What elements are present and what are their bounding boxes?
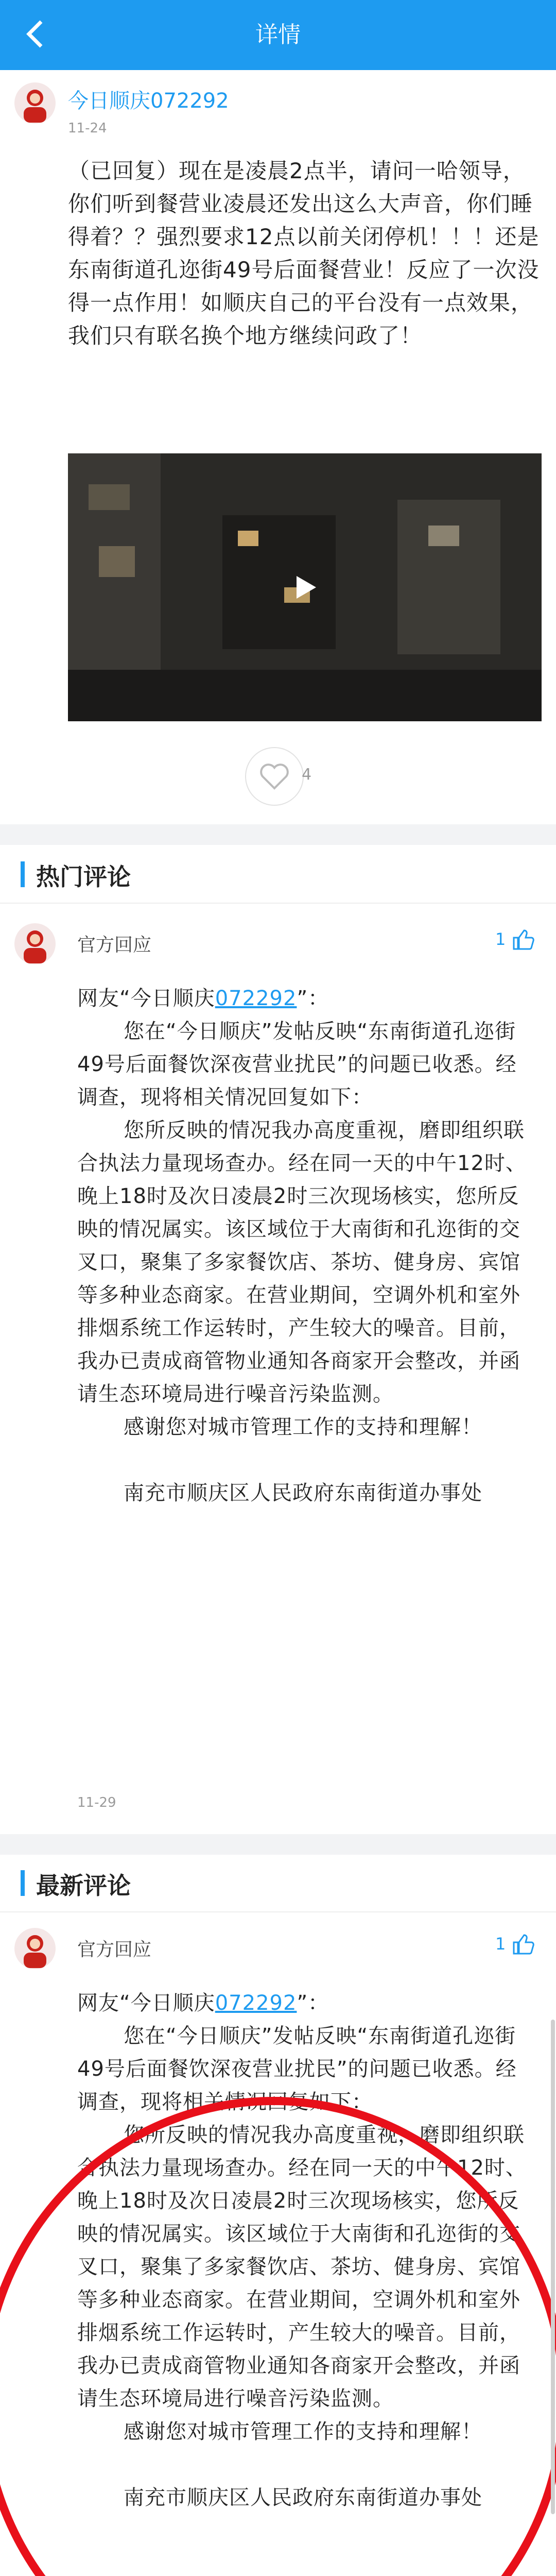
author-avatar[interactable] — [14, 82, 56, 124]
section-marker — [21, 1870, 25, 1896]
latest-comments-title: 最新评论 — [36, 1872, 131, 1900]
reply-paragraph: 您所反映的情况我办高度重视，磨即组织联合执法力量现场查办。经在同一天的中午12时、晚上18时及次日凌晨2时三次现场核实，您所反映的情况属实。该区域位于大南街和孔迩街的交叉口，聚集了多家餐饮店、茶坊、健身房、宾馆等多种业态商家。在营业期间，空调外机和室外排烟系统工作运转时，产生较大的噪音。目前，我办已责成商管物业通知各商家开会整改，并函请生态环境局进行噪音污染监测。 — [77, 1118, 527, 1406]
thumbs-up-icon[interactable] — [510, 1931, 535, 1957]
greeting-prefix: 网友“今日顺庆 — [77, 1991, 215, 2015]
hot-comments-title: 热门评论 — [36, 863, 131, 891]
divider — [0, 1911, 556, 1912]
section-marker — [21, 861, 25, 887]
like-count: 4 — [302, 766, 312, 784]
post-video[interactable] — [68, 453, 542, 721]
greeting-suffix: ”： — [297, 987, 329, 1010]
reply-signature: 南充市顺庆区人民政府东南街道办事处 — [124, 2486, 482, 2510]
post-text: （已回复）现在是凌晨2点半，请问一哈领导，你们听到餐营业凌晨还发出这么大声音，你们睡得着？？强烈要求12点以前关闭停机！！！还是东南街道孔迩街49号后面餐营业！反应了一次没得一点作用！如顺庆自己的平台没有一点效果，我们只有联名换个地方继续问政了！ — [68, 158, 540, 348]
divider — [0, 903, 556, 904]
play-icon[interactable] — [288, 571, 321, 604]
official-avatar — [14, 1928, 56, 1969]
post-date: 11-24 — [68, 121, 107, 136]
reply-date: 11-29 — [77, 1795, 116, 1810]
divider — [0, 824, 556, 845]
greeting-suffix: ”： — [297, 1991, 329, 2015]
official-name: 官方回应 — [77, 1939, 152, 1960]
reply-signature: 南充市顺庆区人民政府东南街道办事处 — [124, 1481, 482, 1505]
official-reply-body — [77, 982, 530, 1510]
heart-icon — [246, 748, 303, 805]
reply-paragraph: 您所反映的情况我办高度重视，磨即组织联合执法力量现场查办。经在同一天的中午12时、晚上18时及次日凌晨2时三次现场核实，您所反映的情况属实。该区域位于大南街和孔迩街的交叉口，聚集了多家餐饮店、茶坊、健身房、宾馆等多种业态商家。在营业期间，空调外机和室外排烟系统工作运转时，产生较大的噪音。目前，我办已责成商管物业通知各商家开会整改，并函请生态环境局进行噪音污染监测。 — [77, 2123, 527, 2411]
comment-like-count: 1 — [495, 1934, 506, 1954]
official-avatar — [14, 923, 56, 964]
thumbs-up-icon[interactable] — [510, 926, 535, 952]
official-name: 官方回应 — [77, 935, 152, 956]
scrollbar[interactable] — [551, 2020, 555, 2514]
reply-paragraph: 感谢您对城市管理工作的支持和理解！ — [124, 1415, 482, 1439]
comment-like-count: 1 — [495, 929, 506, 949]
reply-paragraph: 您在“今日顺庆”发帖反映“东南街道孔迩街49号后面餐饮深夜营业扰民”的问题已收悉。经调查，现将相关情况回复如下： — [77, 1020, 517, 1109]
back-icon[interactable] — [21, 10, 51, 57]
divider — [0, 1834, 556, 1855]
page-title: 详情 — [255, 22, 301, 48]
top-bar — [0, 0, 556, 70]
reply-paragraph: 感谢您对城市管理工作的支持和理解！ — [124, 2420, 482, 2444]
reply-paragraph: 您在“今日顺庆”发帖反映“东南街道孔迩街49号后面餐饮深夜营业扰民”的问题已收悉。经调查，现将相关情况回复如下： — [77, 2024, 517, 2114]
greeting-prefix: 网友“今日顺庆 — [77, 987, 215, 1010]
user-id-link[interactable]: 072292 — [215, 987, 297, 1010]
user-id-link[interactable]: 072292 — [215, 1991, 297, 2015]
author-name[interactable]: 今日顺庆072292 — [68, 89, 229, 113]
like-button[interactable] — [245, 747, 304, 806]
